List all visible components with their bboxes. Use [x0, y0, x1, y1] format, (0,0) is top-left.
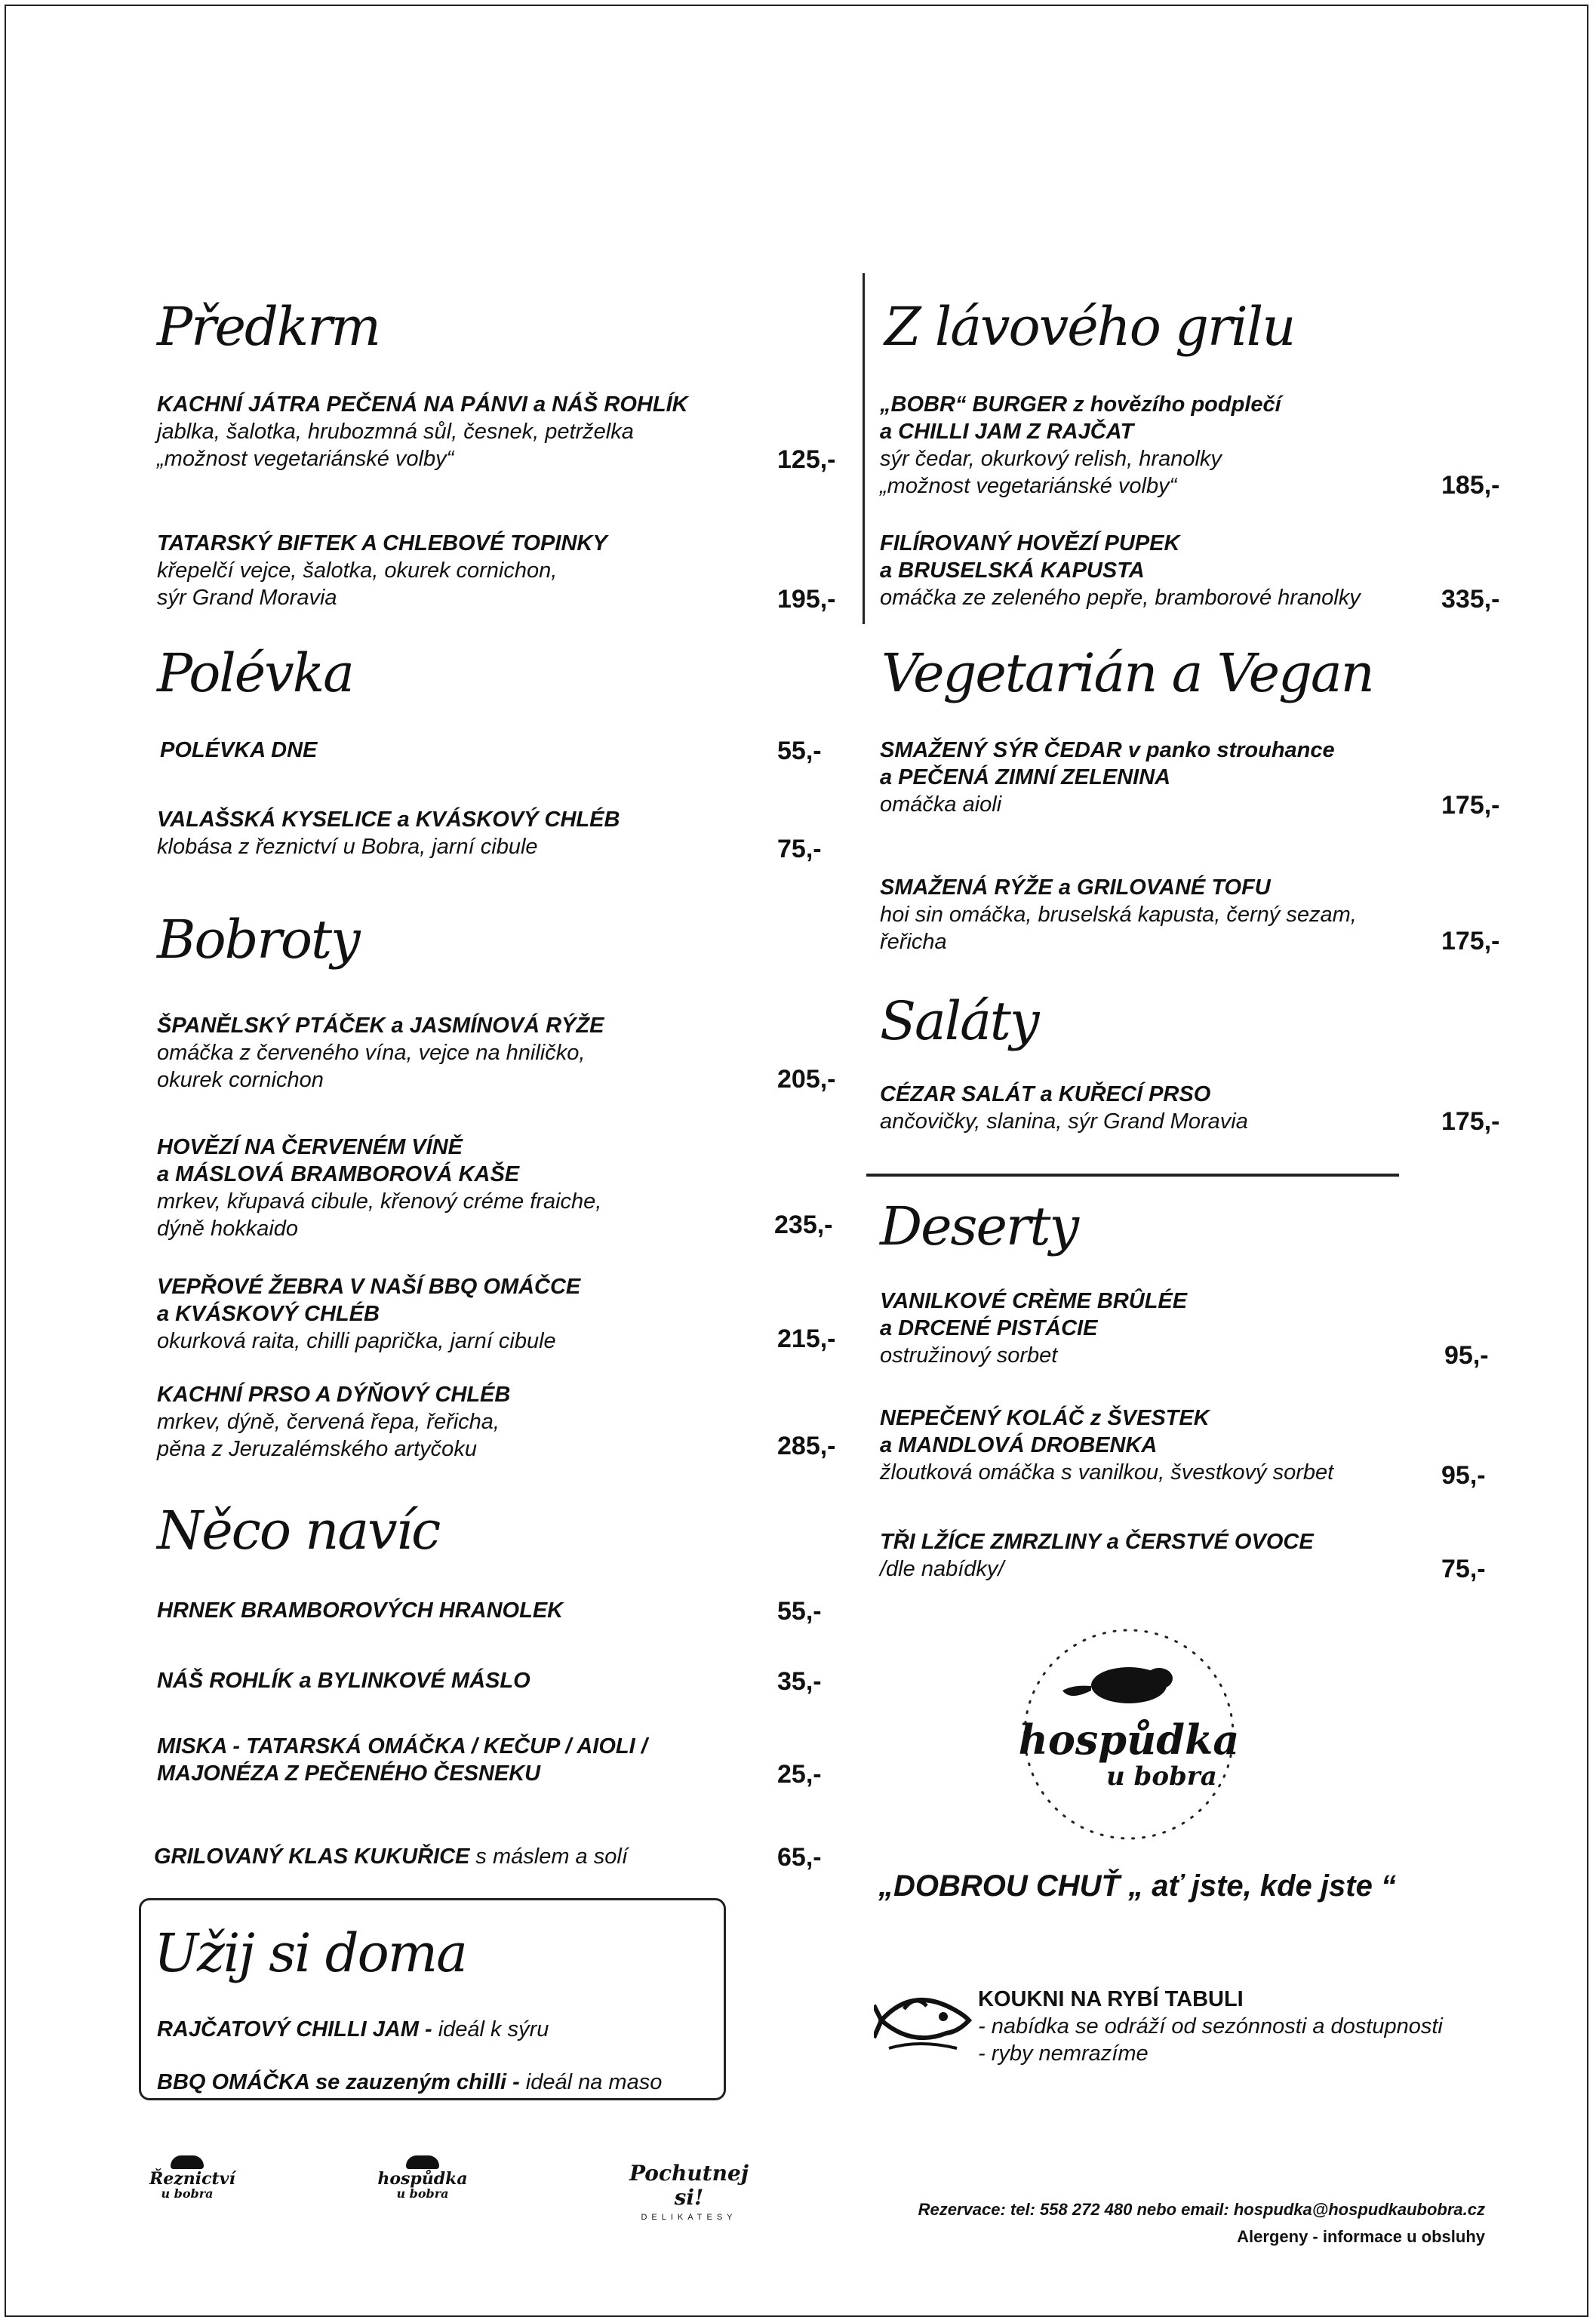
logo-text: u bobra [161, 2186, 214, 2201]
heading-neco-navic: Něco navíc [157, 1500, 440, 1561]
reservation-info: Rezervace: tel: 558 272 480 nebo email: hospudka@hospudkaubobra.cz [918, 2200, 1485, 2219]
heading-z-lavoveho-grilu: Z lávového grilu [884, 296, 1295, 358]
item-price: 75,- [1441, 1555, 1486, 1583]
item-name: KACHNÍ PRSO A DÝŇOVÝ CHLÉB [157, 1383, 511, 1407]
menu-item [157, 2069, 662, 2096]
item-name: NÁŠ ROHLÍK a BYLINKOVÉ MÁSLO [157, 1669, 530, 1693]
item-name: FILÍROVANÝ HOVĚZÍ PUPEK a BRUSELSKÁ KAPUSTA [880, 531, 1180, 583]
menu-item [880, 391, 1281, 500]
heading-deserty: Deserty [880, 1195, 1078, 1257]
hospudka-logo [1016, 1621, 1242, 1848]
item-name: TŘI LŽÍCE ZMRZLINY a ČERSTVÉ OVOCE [880, 1530, 1314, 1554]
item-price: 285,- [777, 1432, 836, 1460]
item-price: 215,- [777, 1325, 836, 1353]
logo-text: hospůdka [377, 2169, 468, 2189]
item-name: GRILOVANÝ KLAS KUKUŘICE s máslem a solí [154, 1845, 628, 1869]
menu-item [880, 1081, 1248, 1135]
column-divider [863, 273, 865, 624]
item-name: RAJČATOVÝ CHILLI JAM - ideál k sýru [157, 2017, 549, 2041]
fish-board-note [978, 1986, 1443, 2067]
item-price: 185,- [1441, 471, 1500, 500]
logo-text-sub: u bobra [1106, 1761, 1217, 1792]
item-price: 175,- [1441, 791, 1500, 820]
heading-polevka: Polévka [157, 642, 353, 704]
heading-predkrm: Předkrm [157, 296, 380, 358]
item-name: SMAŽENÁ RÝŽE a GRILOVANÉ TOFU [880, 875, 1271, 900]
section-divider [866, 1174, 1399, 1177]
item-desc: křepelčí vejce, šalotka, okurek cornichon, sýr Grand Moravia [157, 558, 558, 610]
item-price: 195,- [777, 585, 836, 614]
item-desc: žloutková omáčka s vanilkou, švestkový sorbet [880, 1460, 1334, 1485]
menu-item [157, 2016, 549, 2043]
beaver-icon [406, 2155, 439, 2169]
item-price: 95,- [1441, 1461, 1486, 1490]
reznictvi-logo [149, 2155, 235, 2201]
logo-text-main: hospůdka [1018, 1715, 1240, 1764]
menu-item [880, 1405, 1333, 1486]
item-desc: hoi sin omáčka, bruselská kapusta, černý sezam, řeřicha [880, 903, 1357, 954]
item-price: 235,- [774, 1211, 833, 1239]
menu-item [157, 1381, 510, 1463]
heading-bobroty: Bobroty [157, 909, 359, 971]
menu-item [154, 1843, 628, 1870]
item-price: 205,- [777, 1065, 836, 1094]
logo-text: u bobra [396, 2186, 449, 2201]
item-desc: mrkev, křupavá cibule, křenový créme fraiche, dýně hokkaido [157, 1189, 602, 1241]
item-price: 125,- [777, 445, 836, 474]
item-name: CÉZAR SALÁT a KUŘECÍ PRSO [880, 1082, 1211, 1106]
heading-vegetarian-a-vegan: Vegetarián a Vegan [881, 642, 1373, 704]
logo-text: Pochutnej si! [629, 2161, 749, 2210]
menu-item [880, 1288, 1187, 1369]
fish-board-line: - nabídka se odráží od sezónnosti a dostupnosti [978, 2014, 1443, 2038]
fish-board-title: KOUKNI NA RYBÍ TABULI [978, 1987, 1244, 2011]
item-desc: okurková raita, chilli paprička, jarní cibule [157, 1329, 556, 1353]
item-name: MISKA - TATARSKÁ OMÁČKA / KEČUP / AIOLI / MAJONÉZA Z PEČENÉHO ČESNEKU [157, 1734, 647, 1786]
item-desc: klobása z řeznictví u Bobra, jarní cibule [157, 835, 538, 859]
item-name: TATARSKÝ BIFTEK A CHLEBOVÉ TOPINKY [157, 531, 607, 555]
hospudka-small-logo [377, 2155, 468, 2201]
menu-item [157, 1733, 647, 1787]
heading-uzij-si-doma: Užij si doma [154, 1922, 466, 1984]
item-name: „BOBR“ BURGER z hovězího podplečí a CHILLI JAM Z RAJČAT [880, 392, 1281, 444]
item-desc: omáčka z červeného vína, vejce na hniličko, okurek cornichon [157, 1041, 586, 1092]
item-desc: ideál k sýru [432, 2017, 549, 2041]
item-name: POLÉVKA DNE [160, 738, 318, 762]
menu-item [157, 391, 688, 472]
item-price: 335,- [1441, 585, 1500, 614]
item-desc: ančovičky, slanina, sýr Grand Moravia [880, 1109, 1248, 1134]
item-price: 55,- [777, 1597, 822, 1626]
menu-item [157, 1597, 563, 1624]
item-price: 65,- [777, 1843, 822, 1872]
pochutnej-si-logo [617, 2161, 761, 2225]
menu-item [157, 530, 607, 611]
menu-item [157, 1273, 580, 1355]
menu-item [157, 1012, 604, 1094]
menu-item [157, 1667, 530, 1694]
item-desc: sýr čedar, okurkový relish, hranolky „možnost vegetariánské volby“ [880, 447, 1222, 498]
item-desc: ideál na maso [519, 2070, 663, 2094]
menu-item [880, 737, 1335, 818]
item-name: ŠPANĚLSKÝ PTÁČEK a JASMÍNOVÁ RÝŽE [157, 1014, 604, 1038]
item-desc: jablka, šalotka, hrubozmná sůl, česnek, petrželka „možnost vegetariánské volby“ [157, 420, 634, 471]
item-price: 55,- [777, 737, 822, 765]
item-name: HRNEK BRAMBOROVÝCH HRANOLEK [157, 1598, 564, 1623]
item-desc: omáčka aioli [880, 792, 1002, 817]
footer [918, 2196, 1485, 2251]
logo-text: DELIKATESY [641, 2213, 737, 2222]
menu-item [880, 874, 1357, 955]
item-price: 75,- [777, 835, 822, 863]
fish-icon [874, 1979, 972, 2058]
item-name: VALAŠSKÁ KYSELICE a KVÁSKOVÝ CHLÉB [157, 808, 620, 832]
item-desc: omáčka ze zeleného pepře, bramborové hranolky [880, 586, 1361, 610]
item-name: HOVĚZÍ NA ČERVENÉM VÍNĚ a MÁSLOVÁ BRAMBOROVÁ KAŠE [157, 1135, 520, 1186]
item-name: BBQ OMÁČKA se zauzeným chilli - ideál na maso [157, 2070, 663, 2094]
item-name: VEPŘOVÉ ŽEBRA V NAŠÍ BBQ OMÁČCE a KVÁSKOVÝ CHLÉB [157, 1275, 581, 1326]
item-name: NEPEČENÝ KOLÁČ z ŠVESTEK a MANDLOVÁ DROBENKA [880, 1406, 1210, 1457]
allergen-info: Alergeny - informace u obsluhy [1237, 2227, 1485, 2246]
item-desc: mrkev, dýně, červená řepa, řeřicha, pěna z Jeruzalémského artyčoku [157, 1410, 500, 1461]
item-desc: /dle nabídky/ [880, 1557, 1004, 1581]
item-name: VANILKOVÉ CRÈME BRÛLÉE a DRCENÉ PISTÁCIE [880, 1289, 1188, 1340]
item-name: KACHNÍ JÁTRA PEČENÁ NA PÁNVI a NÁŠ ROHLÍK [157, 392, 688, 417]
item-price: 95,- [1444, 1341, 1489, 1370]
menu-item [880, 1528, 1314, 1583]
beaver-icon [171, 2155, 204, 2169]
menu-item [157, 806, 620, 860]
item-price: 175,- [1441, 927, 1500, 955]
slogan: „DOBROU CHUŤ „ ať jste, kde jste “ [878, 1869, 1396, 1903]
menu-item [157, 1134, 601, 1242]
beaver-icon [1062, 1667, 1173, 1703]
item-price: 25,- [777, 1760, 822, 1789]
fish-board-line: - ryby nemrazíme [978, 2041, 1149, 2066]
heading-salaty: Saláty [880, 990, 1038, 1052]
item-name: SMAŽENÝ SÝR ČEDAR v panko strouhance a PEČENÁ ZIMNÍ ZELENINA [880, 738, 1335, 789]
menu-item [160, 737, 317, 764]
item-desc: s máslem a solí [469, 1845, 628, 1869]
logo-text: Řeznictví [149, 2169, 235, 2189]
menu-item [880, 530, 1361, 611]
item-price: 35,- [777, 1667, 822, 1696]
item-price: 175,- [1441, 1107, 1500, 1136]
item-desc: ostružinový sorbet [880, 1343, 1058, 1368]
